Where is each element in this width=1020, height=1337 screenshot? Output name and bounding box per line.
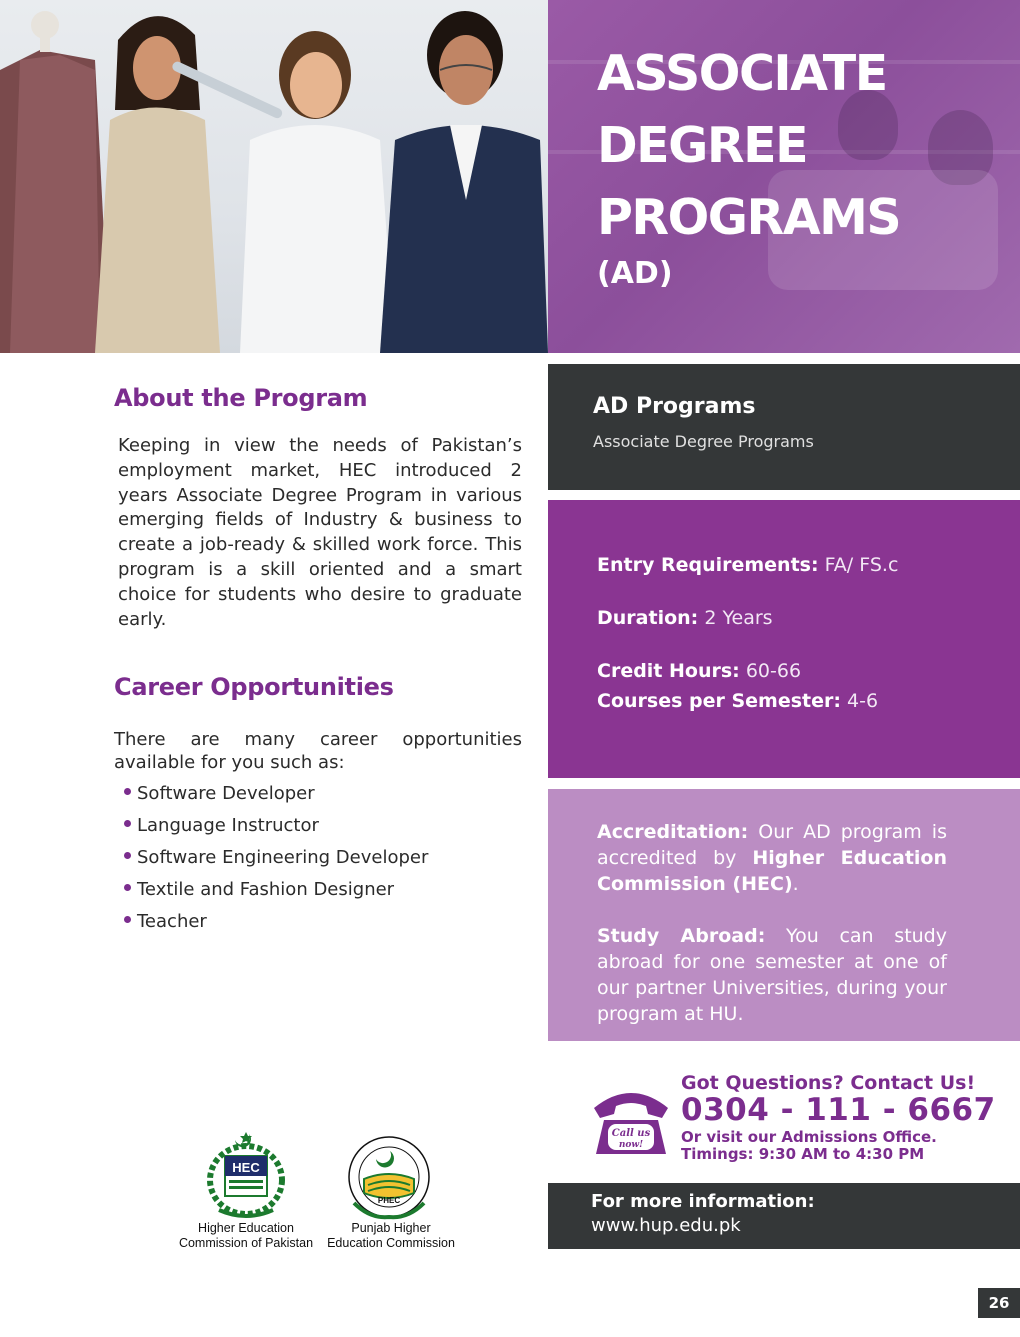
call-badge-line: now! (618, 1140, 644, 1150)
bullet-icon (124, 852, 131, 859)
title-line: PROGRAMS (597, 189, 901, 246)
list-item: Language Instructor (124, 813, 428, 845)
telephone-icon (590, 1086, 672, 1158)
hec-logo-text: HEC (232, 1160, 260, 1175)
hero-photo-students (0, 0, 548, 353)
list-item: Teacher (124, 909, 428, 941)
hero-illustration (0, 0, 548, 353)
title-line: DEGREE (597, 117, 808, 174)
office-timings: Timings: 9:30 AM to 4:30 PM (681, 1145, 925, 1163)
visit-office-text: Or visit our Admissions Office. (681, 1128, 937, 1146)
page-subtitle: (AD) (597, 256, 673, 291)
study-abroad-text: Study Abroad: You can study abroad for one semester at one of our partner Universities, during your program at HU. (597, 925, 947, 1025)
about-paragraph: Keeping in view the needs of Pakistan’s employment market, HEC introduced 2 years Associate Degree Program in various emerging fields of Industry & business to create a job-ready & skilled work force. This program is a skill oriented and a smart choice for students who desire to graduate early. (118, 435, 522, 630)
phone-number[interactable]: 0304 - 111 - 6667 (681, 1092, 996, 1128)
call-badge-line: Call us (611, 1128, 651, 1139)
career-heading: Career Opportunities (114, 673, 394, 701)
phec-logo-text: PHEC (377, 1196, 401, 1205)
ad-programs-subtitle: Associate Degree Programs (593, 432, 814, 451)
career-intro: There are many career opportunities available for you such as: (114, 729, 522, 773)
ad-programs-box (548, 364, 1020, 490)
website-link[interactable]: www.hup.edu.pk (591, 1215, 741, 1236)
page-title (597, 38, 1017, 254)
title-line: ASSOCIATE (597, 45, 887, 102)
contact-heading: Got Questions? Contact Us! (681, 1072, 976, 1094)
phec-logo (340, 1133, 438, 1221)
page-number: 26 (978, 1288, 1020, 1318)
bullet-icon (124, 916, 131, 923)
phec-caption: Punjab Higher Education Commission (327, 1221, 455, 1250)
accreditation-box (548, 789, 1020, 1041)
list-item: Software Developer (124, 781, 428, 813)
list-item: Software Engineering Developer (124, 845, 428, 877)
bullet-icon (124, 884, 131, 891)
about-heading: About the Program (114, 384, 368, 412)
bullet-icon (124, 788, 131, 795)
career-list (124, 781, 428, 941)
credit-hours: Credit Hours: 60-66 (597, 660, 802, 682)
courses-per-semester: Courses per Semester: 4-6 (597, 690, 879, 712)
requirements-box (548, 500, 1020, 778)
entry-requirements: Entry Requirements: FA/ FS.c (597, 554, 899, 576)
hec-logo (205, 1130, 287, 1220)
bullet-icon (124, 820, 131, 827)
ad-programs-title: AD Programs (593, 394, 756, 419)
more-info-label: For more information: (591, 1191, 815, 1212)
accreditation-text: Accreditation: Our AD program is accredited by Higher Education Commission (HEC). (597, 821, 947, 895)
more-info-box (548, 1183, 1020, 1249)
hec-caption: Higher Education Commission of Pakistan (178, 1221, 314, 1250)
list-item: Textile and Fashion Designer (124, 877, 428, 909)
duration: Duration: 2 Years (597, 607, 773, 629)
